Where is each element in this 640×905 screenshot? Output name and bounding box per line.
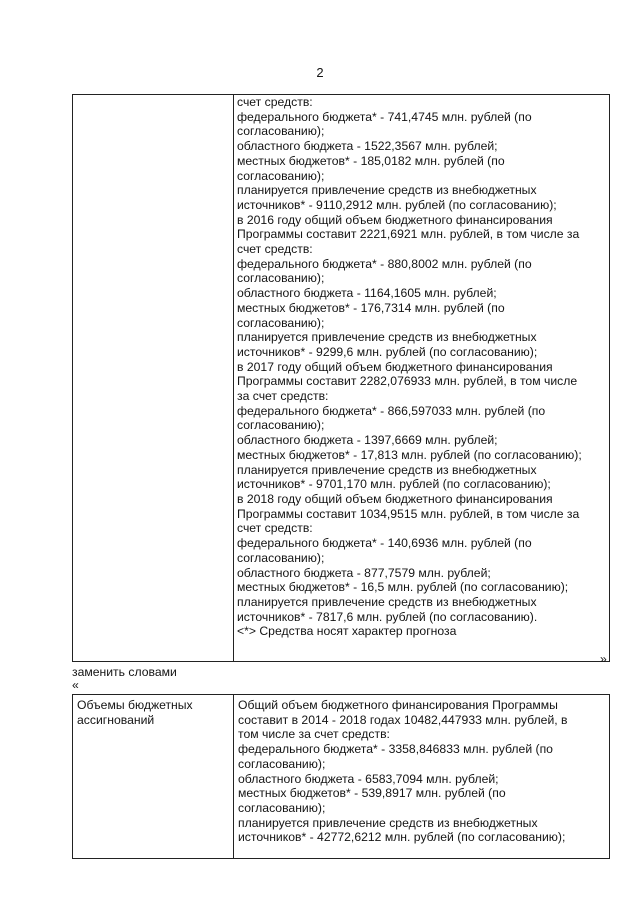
text-line: источников* - 9701,170 млн. рублей (по согласованию); [237,477,551,492]
text-line: областного бюджета - 1522,3567 млн. рублей; [237,139,498,154]
text-line: федерального бюджета* - 741,4745 млн. рублей (по [237,109,532,124]
text-line: счет средств: [237,521,313,536]
text-line: счет средств: [237,242,313,257]
text-line: источников* - 9299,6 млн. рублей (по согласованию); [237,344,538,359]
funding-table-old [72,94,610,662]
text-line: согласованию); [237,124,325,139]
label-line: ассигнований [77,712,155,727]
text-line: Общий объем бюджетного финансирования Программы [238,698,558,712]
text-line: местных бюджетов* - 176,7314 млн. рублей (по [237,300,505,315]
text-line: планируется привлечение средств из внебюджетных [237,462,537,477]
text-line: местных бюджетов* - 185,0182 млн. рублей (по [237,153,505,168]
text-line: счет средств: [237,95,313,109]
closing-quote: » [600,652,607,666]
text-line: федерального бюджета* - 3358,846833 млн. рублей (по [238,742,553,757]
table-cell-label [73,95,234,662]
text-line: планируется привлечение средств из внебюджетных [237,594,537,609]
text-line: Программы составит 2282,076933 млн. рублей, в том числе [237,374,578,389]
funding-table-new [72,694,610,859]
text-line: согласованию); [238,756,326,771]
label-line: Объемы бюджетных [77,698,193,712]
text-line: за счет средств: [237,389,329,404]
text-line: согласованию); [237,550,325,565]
table-cell-label [73,695,234,859]
text-line: согласованию); [238,800,326,815]
table-row [73,695,610,859]
opening-quote: « [72,678,79,692]
text-line: в 2016 году общий объем бюджетного финансирования [237,212,553,227]
text-line: планируется привлечение средств из внебюджетных [237,183,537,198]
text-line: источников* - 9110,2912 млн. рублей (по согласованию); [237,197,557,212]
text-line: составит в 2014 - 2018 годах 10482,447933 млн. рублей, в [238,712,568,727]
table-cell-content [234,695,610,859]
text-line: местных бюджетов* - 17,813 млн. рублей (по согласованию); [237,447,582,462]
text-line: областного бюджета - 1397,6669 млн. рублей; [237,433,498,448]
text-line: областного бюджета - 6583,7094 млн. рублей; [238,771,499,786]
replace-label: заменить словами [72,665,177,679]
text-line: местных бюджетов* - 539,8917 млн. рублей (по [238,786,506,801]
table-cell-content [234,95,610,662]
text-line: в 2018 году общий объем бюджетного финансирования [237,491,553,506]
text-line: федерального бюджета* - 880,8002 млн. рублей (по [237,256,532,271]
text-line: том числе за счет средств: [238,727,390,742]
text-line: согласованию); [237,315,325,330]
text-line: Программы составит 1034,9515 млн. рублей, в том числе за [237,506,580,521]
text-line: согласованию); [237,168,325,183]
text-line: местных бюджетов* - 16,5 млн. рублей (по согласованию); [237,580,569,595]
text-line: согласованию); [237,271,325,286]
table-row [73,95,610,662]
text-line: федерального бюджета* - 140,6936 млн. рублей (по [237,536,532,551]
text-line: источников* - 42772,6212 млн. рублей (по согласованию); [238,830,566,845]
footnote: <*> Средства носят характер прогноза [237,624,457,639]
text-line: согласованию); [237,418,325,433]
text-line: Программы составит 2221,6921 млн. рублей, в том числе за [237,227,580,242]
text-line: федерального бюджета* - 866,597033 млн. рублей (по [237,403,546,418]
text-line: источников* - 7817,6 млн. рублей (по согласованию). [237,609,538,624]
text-line: в 2017 году общий объем бюджетного финансирования [237,359,553,374]
text-line: планируется привлечение средств из внебюджетных [238,815,538,830]
text-line: областного бюджета - 1164,1605 млн. рублей; [237,286,497,301]
text-line: областного бюджета - 877,7579 млн. рублей; [237,565,491,580]
page-number: 2 [316,65,324,80]
text-line: планируется привлечение средств из внебюджетных [237,330,537,345]
